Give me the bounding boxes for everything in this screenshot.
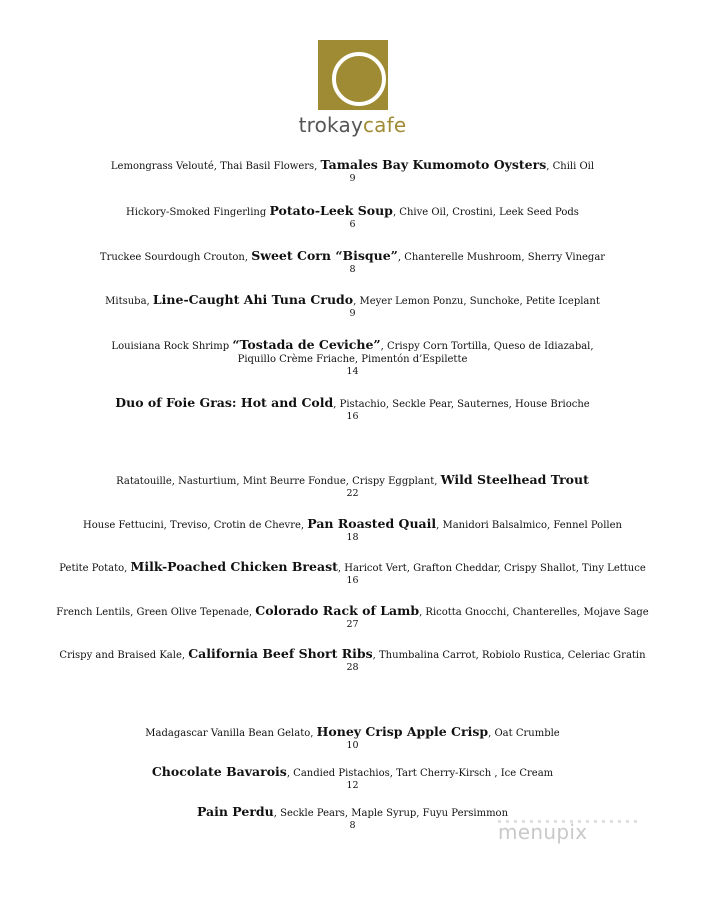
item-description-after: , Chili Oil	[546, 161, 595, 172]
item-name: Pain Perdu	[196, 804, 274, 819]
item-description-before: Truckee Sourdough Crouton,	[99, 252, 252, 263]
item-price: 6	[349, 219, 356, 230]
item-price: 18	[346, 532, 359, 543]
item-description-after: , Haricot Vert, Grafton Cheddar, Crispy Shallot, Tiny Lettuce	[337, 563, 646, 574]
item-name: Honey Crisp Apple Crisp	[316, 724, 489, 739]
menu-item	[0, 647, 705, 674]
item-description-before: Madagascar Vanilla Bean Gelato,	[145, 728, 317, 739]
item-name: California Beef Short Ribs	[188, 646, 373, 661]
item-price: 9	[349, 308, 356, 319]
item-price: 28	[346, 662, 359, 673]
item-description-after: , Pistachio, Seckle Pear, Sauternes, House Brioche	[333, 399, 590, 410]
item-name: Potato-Leek Soup	[269, 203, 393, 218]
item-name: Milk-Poached Chicken Breast	[130, 559, 338, 574]
item-name: Sweet Corn “Bisque”	[251, 248, 398, 263]
menu-item	[0, 725, 705, 752]
menu-item	[0, 249, 705, 276]
menu-item	[0, 204, 705, 231]
item-description-before: Lemongrass Velouté, Thai Basil Flowers,	[110, 161, 321, 172]
item-description-after: , Meyer Lemon Ponzu, Sunchoke, Petite Iceplant	[353, 296, 600, 307]
logo-brand-suffix: cafe	[362, 113, 407, 137]
menu-item	[0, 158, 705, 185]
item-price: 27	[346, 619, 359, 630]
item-description-before: French Lentils, Green Olive Tepenade,	[56, 607, 256, 618]
item-description-after: , Candied Pistachios, Tart Cherry-Kirsch , Ice Cream	[286, 768, 554, 779]
item-name: Duo of Foie Gras: Hot and Cold	[115, 395, 334, 410]
item-description-after: , Thumbalina Carrot, Robiolo Rustica, Celeriac Gratin	[372, 650, 646, 661]
item-price: 14	[346, 366, 359, 377]
menu-item	[0, 396, 705, 423]
watermark: menupix	[498, 820, 588, 844]
item-price: 12	[346, 780, 359, 791]
item-name: Wild Steelhead Trout	[440, 472, 589, 487]
item-description-before: Mitsuba,	[105, 296, 153, 307]
item-description-after: , Ricotta Gnocchi, Chanterelles, Mojave Sage	[419, 607, 649, 618]
item-description-after: , Crispy Corn Tortilla, Queso de Idiazabal,	[380, 341, 594, 352]
restaurant-logo	[0, 40, 705, 137]
item-name: “Tostada de Ceviche”	[232, 337, 381, 352]
menu-item	[0, 473, 705, 500]
menu-item	[0, 604, 705, 631]
item-description-before: House Fettucini, Treviso, Crotin de Chevre,	[83, 520, 308, 531]
logo-brand: trokay	[298, 113, 363, 137]
item-description-before: Hickory-Smoked Fingerling	[126, 207, 270, 218]
item-description-before: Louisiana Rock Shrimp	[111, 341, 233, 352]
item-price: 16	[346, 411, 359, 422]
item-description-line2: Piquillo Crème Friache, Pimentón d’Espilette	[237, 354, 468, 365]
item-description-before: Petite Potato,	[59, 563, 131, 574]
item-name: Pan Roasted Quail	[307, 516, 437, 531]
item-price: 10	[346, 740, 359, 751]
item-description-after: , Chanterelle Mushroom, Sherry Vinegar	[397, 252, 606, 263]
item-name: Chocolate Bavarois	[151, 764, 287, 779]
watermark-dots	[498, 808, 648, 812]
item-description-before: Crispy and Braised Kale,	[59, 650, 189, 661]
item-price: 22	[346, 488, 359, 499]
menu-item	[0, 560, 705, 587]
logo-wordmark	[0, 113, 705, 137]
menu-item	[0, 293, 705, 320]
item-description-after: , Manidori Balsalmico, Fennel Pollen	[436, 520, 622, 531]
item-name: Colorado Rack of Lamb	[255, 603, 420, 618]
item-price: 8	[349, 820, 356, 831]
item-name: Tamales Bay Kumomoto Oysters	[320, 157, 547, 172]
item-price: 9	[349, 173, 356, 184]
item-name: Line-Caught Ahi Tuna Crudo	[152, 292, 354, 307]
item-description-after: , Oat Crumble	[488, 728, 560, 739]
menu-item	[0, 517, 705, 544]
item-description-after: , Chive Oil, Crostini, Leek Seed Pods	[392, 207, 579, 218]
menu-item	[0, 765, 705, 792]
item-price: 8	[349, 264, 356, 275]
item-price: 16	[346, 575, 359, 586]
item-description-after: , Seckle Pears, Maple Syrup, Fuyu Persimmon	[273, 808, 509, 819]
logo-mark-icon	[318, 40, 388, 110]
item-description-before: Ratatouille, Nasturtium, Mint Beurre Fondue, Crispy Eggplant,	[116, 476, 441, 487]
menu-item	[0, 338, 705, 378]
